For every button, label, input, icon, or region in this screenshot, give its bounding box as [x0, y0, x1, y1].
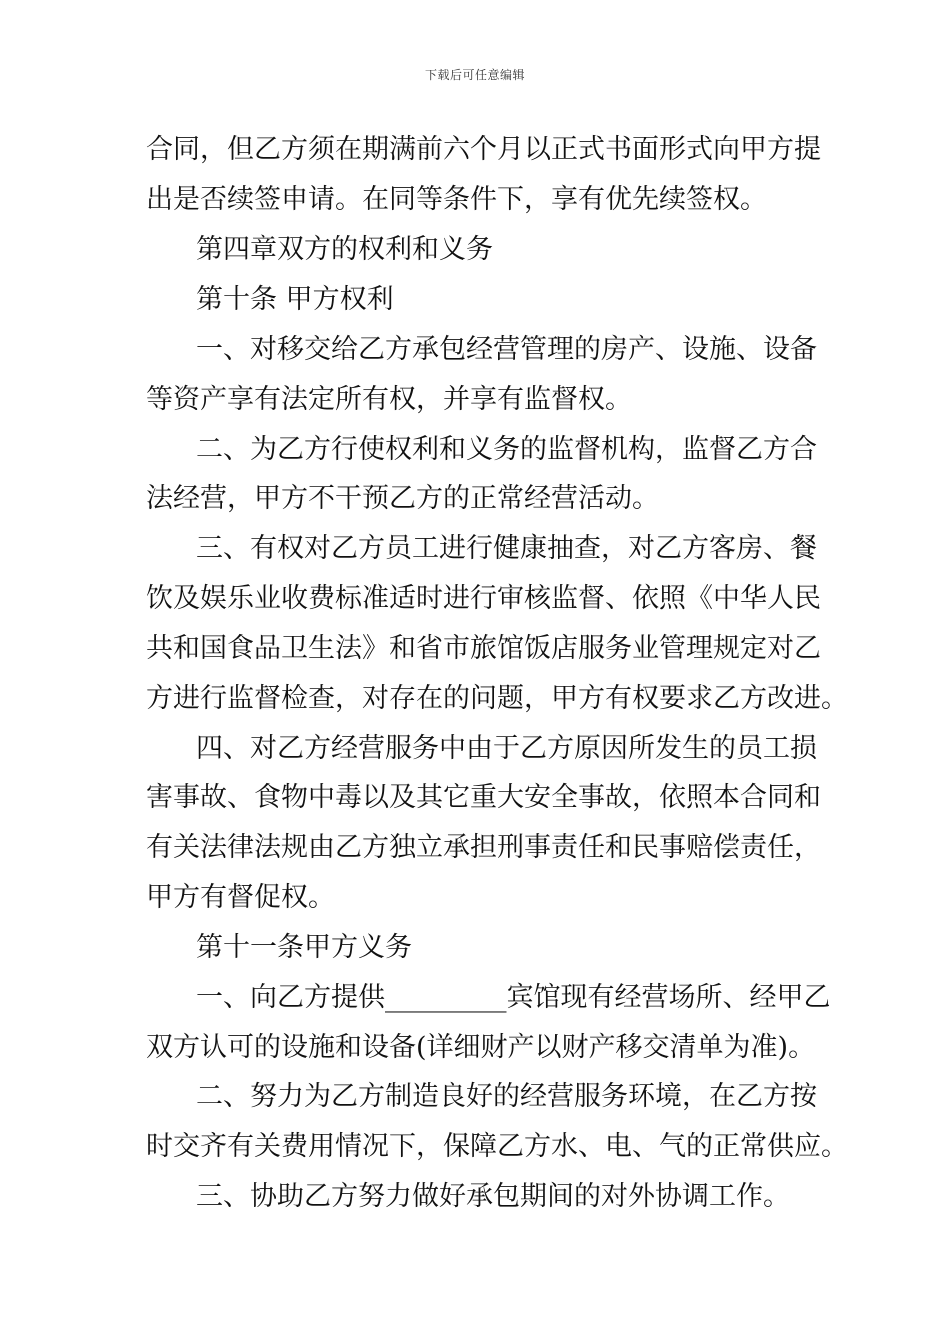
text-line: 方进行监督检查，对存在的问题，甲方有权要求乙方改进。 — [146, 683, 848, 714]
text-line: 有关法律法规由乙方独立承担刑事责任和民事赔偿责任， — [146, 832, 821, 863]
text-line: 饮及娱乐业收费标准适时进行审核监督、依照《中华人民 — [146, 583, 821, 614]
text-line: 二、为乙方行使权利和义务的监督机构，监督乙方合 — [196, 434, 817, 465]
text-line: 甲方有督促权。 — [146, 882, 335, 913]
text-line: 时交齐有关费用情况下，保障乙方水、电、气的正常供应。 — [146, 1131, 848, 1162]
article-heading: 第十条 甲方权利 — [196, 284, 394, 315]
text-line: 三、协助乙方努力做好承包期间的对外协调工作。 — [196, 1181, 790, 1212]
text-line: 一、向乙方提供_________宾馆现有经营场所、经甲乙 — [196, 982, 831, 1013]
text-line: 法经营，甲方不干预乙方的正常经营活动。 — [146, 483, 659, 514]
chapter-heading: 第四章双方的权利和义务 — [196, 234, 493, 265]
header-note: 下载后可任意编辑 — [424, 68, 525, 82]
article-heading: 第十一条甲方义务 — [196, 932, 412, 963]
text-line: 一、对移交给乙方承包经营管理的房产、设施、设备 — [196, 334, 817, 365]
text-line: 双方认可的设施和设备(详细财产以财产移交清单为准)。 — [146, 1032, 816, 1063]
text-line: 共和国食品卫生法》和省市旅馆饭店服务业管理规定对乙 — [146, 633, 821, 664]
text-line: 二、努力为乙方制造良好的经营服务环境，在乙方按 — [196, 1081, 817, 1112]
text-line: 合同，但乙方须在期满前六个月以正式书面形式向甲方提 — [146, 134, 821, 165]
text-line: 害事故、食物中毒以及其它重大安全事故，依照本合同和 — [146, 782, 821, 813]
text-line: 出是否续签申请。在同等条件下，享有优先续签权。 — [146, 184, 767, 215]
text-line: 等资产享有法定所有权，并享有监督权。 — [146, 384, 632, 415]
text-line: 三、有权对乙方员工进行健康抽查，对乙方客房、餐 — [196, 533, 817, 564]
text-line: 四、对乙方经营服务中由于乙方原因所发生的员工损 — [196, 733, 817, 764]
